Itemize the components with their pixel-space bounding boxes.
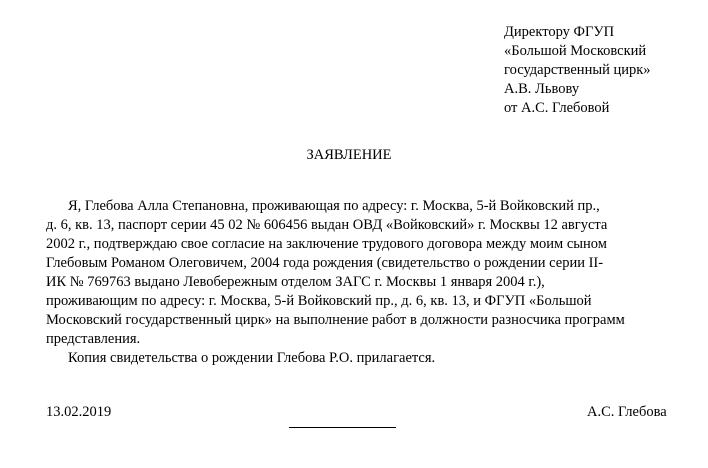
document-date: 13.02.2019 <box>46 404 112 420</box>
addressee-line: «Большой Московский <box>504 43 647 59</box>
body-line: Я, Глебова Алла Степановна, проживающая по адресу: г. Москва, 5-й Войковский пр., <box>68 198 600 214</box>
attachment-note: Копия свидетельства о рождении Глебова Р.О. прилагается. <box>68 350 436 366</box>
statement-body <box>46 197 626 349</box>
body-line: ИК № 769763 выдано Левобережным отделом ЗАГС г. Москвы 1 января 2004 г.), <box>46 274 545 290</box>
body-line: проживающим по адресу: г. Москва, 5-й Войковский пр., д. 6, кв. 13, и ФГУП «Большой <box>46 293 592 309</box>
body-line: 2002 г., подтверждаю свое согласие на заключение трудового договора между моим сыном <box>46 236 607 252</box>
signer-name: А.С. Глебова <box>587 404 667 420</box>
body-line: Глебовым Романом Олеговичем, 2004 года рождения (свидетельство о рождении серии II- <box>46 255 604 271</box>
document-title-row <box>0 146 708 165</box>
document-title: ЗАЯВЛЕНИЕ <box>306 147 392 163</box>
addressee-line: государственный цирк» <box>504 62 651 78</box>
addressee-line: Директору ФГУП <box>504 24 615 40</box>
body-line: Московский государственный цирк» на выполнение работ в должности разносчика программ <box>46 312 625 328</box>
addressee-line: А.В. Львову <box>504 81 580 97</box>
addressee-block <box>504 23 699 118</box>
signature-line <box>289 427 396 428</box>
body-line: представления. <box>46 331 141 347</box>
body-line: д. 6, кв. 13, паспорт серии 45 02 № 606456 выдан ОВД «Войковский» г. Москвы 12 августа <box>46 217 608 233</box>
addressee-line: от А.С. Глебовой <box>504 100 610 116</box>
